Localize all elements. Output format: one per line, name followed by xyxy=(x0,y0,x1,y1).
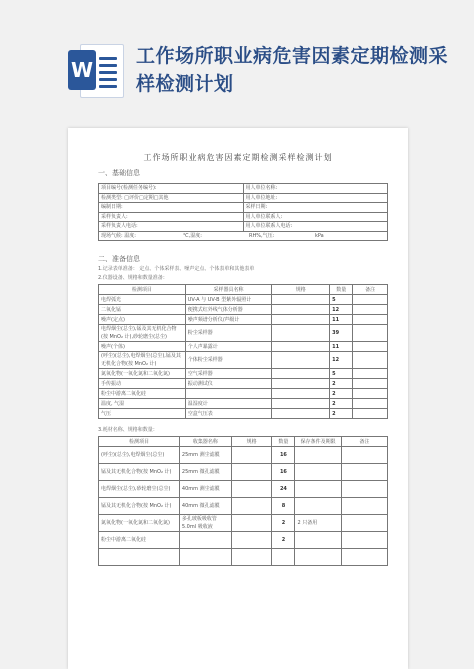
equipment-cell: 2 xyxy=(330,399,353,409)
consumables-cell xyxy=(341,447,387,464)
equipment-row xyxy=(99,352,388,369)
consumables-cell: 25mm 测尘滤膜 xyxy=(179,447,231,464)
consumables-cell: 锰及其无机化合物(按 MnO₂ 计) xyxy=(99,498,180,515)
equipment-cell: 5 xyxy=(330,369,353,379)
equipment-cell: 电焊烟尘(总尘),锰及其无机化合物(按 MnO₂ 计),砂轮磨尘(总尘) xyxy=(99,325,186,342)
equipment-cell xyxy=(353,389,388,399)
weather-row xyxy=(99,231,388,241)
equipment-row xyxy=(99,389,388,399)
consumables-cell: 2 只备用 xyxy=(295,515,341,532)
equipment-cell: 温度, 气湿 xyxy=(99,399,186,409)
equipment-cell xyxy=(353,305,388,315)
consumables-cell xyxy=(179,549,231,566)
equipment-cell xyxy=(353,409,388,419)
equipment-cell xyxy=(353,379,388,389)
equipment-row xyxy=(99,399,388,409)
equipment-cell: 12 xyxy=(330,352,353,369)
equipment-cell xyxy=(353,315,388,325)
consumables-cell xyxy=(295,498,341,515)
section-basic-info: 一、基础信息 xyxy=(98,169,140,177)
consumables-header: 规格 xyxy=(231,437,271,447)
equipment-cell: 噪声(个体) xyxy=(99,342,186,352)
consumables-row xyxy=(99,532,388,549)
consumables-cell xyxy=(231,464,271,481)
equipment-header: 规格 xyxy=(272,285,330,295)
basic-info-table xyxy=(98,183,388,241)
consumables-cell xyxy=(231,549,271,566)
equipment-cell: 手传振动 xyxy=(99,379,186,389)
note-forms: 1.记录表单准备： 定点、个体采样表、噪声定点、个体表单和其他表单 xyxy=(98,266,255,272)
consumables-header: 收集器名称 xyxy=(179,437,231,447)
consumables-cell xyxy=(341,481,387,498)
word-document-icon xyxy=(68,42,124,100)
consumables-cell: 8 xyxy=(272,498,295,515)
consumables-cell xyxy=(341,549,387,566)
equipment-cell xyxy=(272,315,330,325)
section-preparation: 二、准备信息 xyxy=(98,255,140,263)
basic-info-cell: 项目编号(检测任务编号): xyxy=(99,184,244,194)
equipment-row xyxy=(99,409,388,419)
basic-info-row xyxy=(99,222,388,232)
consumables-cell xyxy=(295,447,341,464)
basic-info-cell: 用人单位名称: xyxy=(243,184,388,194)
consumables-cell: 多孔玻板吸收管 5.0ml 吸收液 xyxy=(179,515,231,532)
equipment-cell: 电焊弧光 xyxy=(99,295,186,305)
consumables-cell xyxy=(295,464,341,481)
basic-info-cell: 用人单位联系人电话: xyxy=(243,222,388,232)
equipment-cell xyxy=(272,409,330,419)
equipment-header: 采样器具名称 xyxy=(185,285,272,295)
consumables-cell: (呼尘)(总尘),电焊烟尘(总尘) xyxy=(99,447,180,464)
equipment-table xyxy=(98,284,388,419)
consumables-cell: 粉尘中游离二氧化硅 xyxy=(99,532,180,549)
equipment-cell: 39 xyxy=(330,325,353,342)
consumables-cell xyxy=(341,515,387,532)
consumables-cell: 2 xyxy=(272,532,295,549)
consumables-cell: 16 xyxy=(272,464,295,481)
consumables-cell xyxy=(272,549,295,566)
consumables-cell xyxy=(295,549,341,566)
basic-info-row xyxy=(99,184,388,194)
consumables-header: 检测项目 xyxy=(99,437,180,447)
basic-info-cell: 编制日期: xyxy=(99,203,244,213)
equipment-cell xyxy=(353,325,388,342)
equipment-cell: 粉尘采样器 xyxy=(185,325,272,342)
equipment-row xyxy=(99,295,388,305)
equipment-cell: 11 xyxy=(330,315,353,325)
consumables-row xyxy=(99,549,388,566)
equipment-header: 数量 xyxy=(330,285,353,295)
consumables-header: 保存条件及期限 xyxy=(295,437,341,447)
consumables-cell xyxy=(231,481,271,498)
humidity-unit: RH%,气压: xyxy=(249,232,275,239)
equipment-row xyxy=(99,379,388,389)
consumables-cell: 16 xyxy=(272,447,295,464)
consumables-cell xyxy=(341,532,387,549)
basic-info-cell: 检测类型: □评价□定期□其他 xyxy=(99,193,244,203)
consumables-cell xyxy=(179,532,231,549)
equipment-cell xyxy=(272,305,330,315)
consumables-cell xyxy=(295,481,341,498)
consumables-row xyxy=(99,498,388,515)
equipment-cell: 粉尘中游离二氧化硅 xyxy=(99,389,186,399)
equipment-cell xyxy=(272,342,330,352)
consumables-cell xyxy=(341,464,387,481)
basic-info-row xyxy=(99,203,388,213)
equipment-cell: 空气采样器 xyxy=(185,369,272,379)
note-consumables: 3.耗材名称、规格和数量： xyxy=(98,427,158,433)
equipment-cell: 空盒气压表 xyxy=(185,409,272,419)
note-equipment: 2.仪器设备、规格和数量准备： xyxy=(98,275,168,281)
equipment-row xyxy=(99,315,388,325)
banner-title: 工作场所职业病危害因素定期检测采样检测计划 xyxy=(136,45,449,95)
consumables-header: 数量 xyxy=(272,437,295,447)
consumables-row xyxy=(99,515,388,532)
equipment-row xyxy=(99,325,388,342)
equipment-cell: 便携式红外线气体分析器 xyxy=(185,305,272,315)
consumables-cell: 氮氧化物(一氧化氮和二氧化氮) xyxy=(99,515,180,532)
equipment-row xyxy=(99,369,388,379)
consumables-header: 备注 xyxy=(341,437,387,447)
equipment-cell xyxy=(185,389,272,399)
equipment-cell: 5 xyxy=(330,295,353,305)
equipment-cell: 2 xyxy=(330,389,353,399)
equipment-cell: 振动测试仪 xyxy=(185,379,272,389)
consumables-row xyxy=(99,464,388,481)
equipment-cell: 氮氧化物(一氧化氮和二氧化氮) xyxy=(99,369,186,379)
consumables-cell: 40mm 微孔滤膜 xyxy=(179,498,231,515)
equipment-cell: 2 xyxy=(330,409,353,419)
document-page xyxy=(68,128,408,669)
equipment-row xyxy=(99,342,388,352)
basic-info-row xyxy=(99,193,388,203)
consumables-cell xyxy=(231,532,271,549)
consumables-cell: 2 xyxy=(272,515,295,532)
consumables-cell xyxy=(231,515,271,532)
equipment-cell: 个体粉尘采样器 xyxy=(185,352,272,369)
basic-info-cell: 采样日期: xyxy=(243,203,388,213)
equipment-cell xyxy=(353,399,388,409)
equipment-cell: 个人声暴露计 xyxy=(185,342,272,352)
consumables-cell xyxy=(231,498,271,515)
basic-info-row xyxy=(99,212,388,222)
equipment-cell xyxy=(272,369,330,379)
banner xyxy=(0,0,474,118)
equipment-cell: UV-A 与 UV-B 型紫外辐照计 xyxy=(185,295,272,305)
equipment-cell xyxy=(353,342,388,352)
consumables-cell xyxy=(341,498,387,515)
equipment-cell xyxy=(353,369,388,379)
equipment-cell: 2 xyxy=(330,379,353,389)
basic-info-cell: 用人单位地址: xyxy=(243,193,388,203)
weather-cell xyxy=(99,231,388,241)
basic-info-cell: 采样负责人: xyxy=(99,212,244,222)
equipment-cell xyxy=(272,352,330,369)
equipment-cell xyxy=(272,379,330,389)
equipment-row xyxy=(99,305,388,315)
equipment-cell: 二氧化锰 xyxy=(99,305,186,315)
weather-label: 现场气候: 温度: xyxy=(101,232,136,239)
pressure-unit: kPa xyxy=(315,232,324,239)
equipment-cell: 11 xyxy=(330,342,353,352)
equipment-cell xyxy=(272,399,330,409)
consumables-cell: 25mm 微孔滤膜 xyxy=(179,464,231,481)
consumables-cell: 锰及其无机化合物(按 MnO₂ 计) xyxy=(99,464,180,481)
basic-info-cell: 用人单位联系人: xyxy=(243,212,388,222)
equipment-header: 备注 xyxy=(353,285,388,295)
equipment-cell xyxy=(272,325,330,342)
consumables-cell: 电焊烟尘(总尘),砂轮磨尘(总尘) xyxy=(99,481,180,498)
basic-info-cell: 采样负责人电话: xyxy=(99,222,244,232)
consumables-cell: 40mm 测尘滤膜 xyxy=(179,481,231,498)
consumables-cell xyxy=(295,532,341,549)
consumables-row xyxy=(99,447,388,464)
word-logo-letter: W xyxy=(68,50,96,90)
equipment-cell: 12 xyxy=(330,305,353,315)
equipment-cell xyxy=(272,389,330,399)
equipment-cell: 噪声(定点) xyxy=(99,315,186,325)
consumables-cell: 24 xyxy=(272,481,295,498)
consumables-table xyxy=(98,436,388,566)
equipment-cell xyxy=(353,295,388,305)
equipment-cell: 噪声频谱分析仪/声级计 xyxy=(185,315,272,325)
equipment-header: 检测项目 xyxy=(99,285,186,295)
equipment-cell xyxy=(272,295,330,305)
equipment-cell: (呼尘)(总尘),电焊烟尘(总尘),锰及其无机化合物(按 MnO₂ 计) xyxy=(99,352,186,369)
temp-unit: ℃,湿度: xyxy=(183,232,202,239)
consumables-cell xyxy=(231,447,271,464)
equipment-cell: 气压 xyxy=(99,409,186,419)
equipment-cell: 温湿度计 xyxy=(185,399,272,409)
document-title: 工作场所职业病危害因素定期检测采样检测计划 xyxy=(143,153,333,162)
consumables-cell xyxy=(99,549,180,566)
equipment-cell xyxy=(353,352,388,369)
consumables-row xyxy=(99,481,388,498)
